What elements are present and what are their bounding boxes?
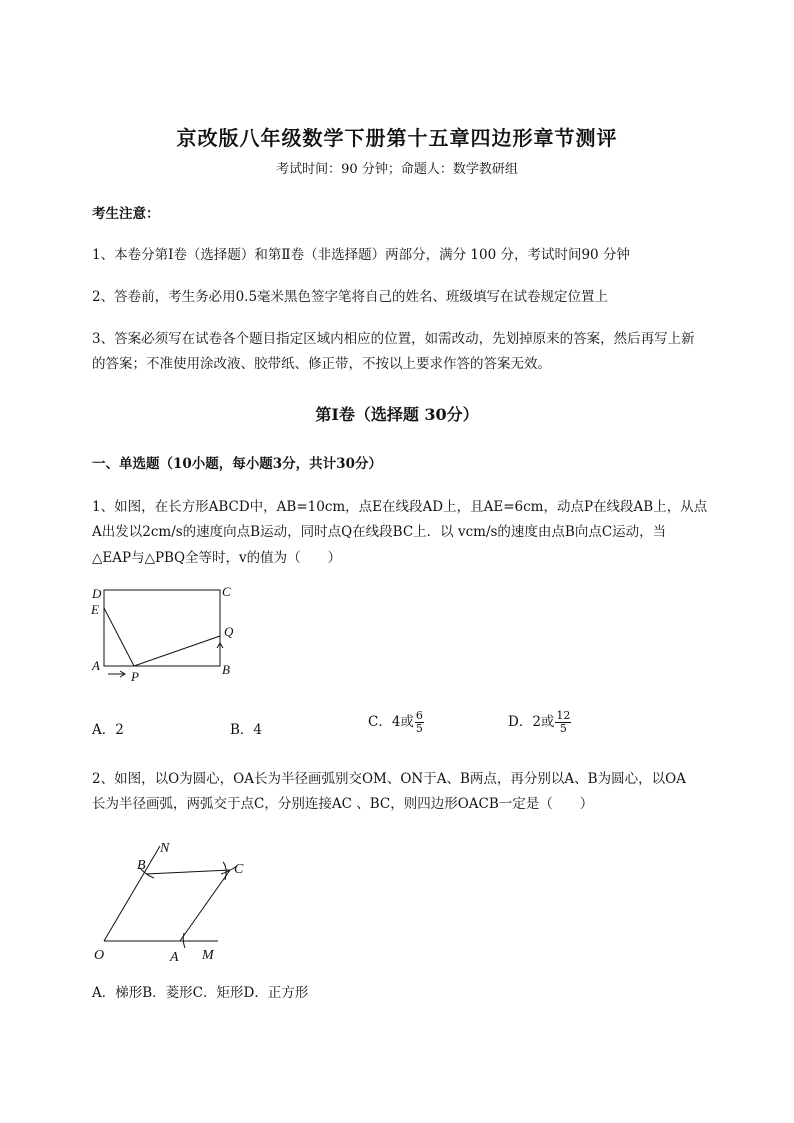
notice-item-1: 1、本卷分第Ⅰ卷（选择题）和第Ⅱ卷（非选择题）两部分，满分 100 分，考试时间90 分钟 — [92, 247, 630, 263]
q1-text-line-2: A出发以2cm/s的速度向点B运动，同时点Q在线段BC上．以 vcm/s的速度由点B向点C运动，当 — [92, 524, 667, 540]
label-a2: A — [170, 950, 179, 965]
label-e: E — [91, 602, 99, 617]
q1-option-c-numerator: 6 — [415, 709, 423, 722]
label-o: O — [94, 948, 105, 963]
section-title: 第Ⅰ卷（选择题 30分） — [315, 405, 479, 424]
notice-item-3-line-1: 3、答案必须写在试卷各个题目指定区域内相应的位置，如需改动，先划掉原来的答案，然后再写上新 — [92, 331, 695, 347]
label-a: A — [92, 658, 100, 673]
q1-option-d-fraction — [555, 710, 571, 735]
rectangle-abcd — [104, 590, 220, 666]
ray-on — [104, 846, 160, 941]
segment-ac — [180, 870, 230, 941]
exam-subtitle: 考试时间：90 分钟；命题人：数学教研组 — [276, 162, 518, 177]
q1-option-c-fraction — [415, 710, 424, 735]
q1-option-c-denominator: 5 — [415, 722, 423, 735]
q1-option-d-numerator: 12 — [556, 709, 571, 722]
notice-heading: 考生注意： — [92, 206, 160, 222]
q1-option-d-denominator: 5 — [559, 722, 567, 735]
label-b: B — [222, 662, 230, 677]
q1-option-c — [368, 710, 424, 735]
notice-item-3-line-2: 的答案；不准使用涂改液、胶带纸、修正带，不按以上要求作答的答案无效。 — [92, 356, 551, 372]
q2-rhombus-figure — [88, 832, 268, 967]
q1-option-c-prefix: C．4或 — [368, 714, 414, 730]
label-c2: C — [234, 862, 244, 877]
q1-text-line-1: 1、如图，在长方形ABCD中，AB=10cm，点E在线段AD上，且AE=6cm，动点P在线段AB上，从点 — [92, 499, 708, 515]
label-b2: B — [137, 858, 146, 873]
label-d: D — [92, 586, 102, 601]
section-heading: 一、单选题（10小题，每小题3分，共计30分） — [92, 456, 382, 472]
q2-options: A．梯形B．菱形C．矩形D．正方形 — [92, 985, 309, 1001]
label-n: N — [160, 841, 170, 856]
label-m: M — [202, 948, 214, 963]
q1-option-d — [508, 710, 571, 735]
q1-text-line-3: △EAP与△PBQ全等时，v的值为（ ） — [92, 550, 342, 566]
q1-rectangle-figure — [88, 580, 248, 684]
q1-option-a: A．2 — [92, 722, 124, 738]
q2-text-line-2: 长为半径画弧，两弧交于点C，分别连接AC 、BC，则四边形OACB一定是（ ） — [92, 796, 594, 812]
segment-bc — [146, 870, 230, 874]
page-title: 京改版八年级数学下册第十五章四边形章节测评 — [176, 126, 618, 150]
q2-text-line-1: 2、如图，以O为圆心，OA长为半径画弧别交OM、ON于A、B两点，再分别以A、B为圆心，以OA — [92, 771, 686, 787]
notice-item-2: 2、答卷前，考生务必用0.5毫米黑色签字笔将自己的姓名、班级填写在试卷规定位置上 — [92, 289, 609, 305]
segments-ep-pq — [104, 608, 220, 666]
q1-option-b: B．4 — [230, 722, 263, 738]
label-c: C — [222, 584, 231, 599]
q1-option-d-prefix: D．2或 — [508, 714, 555, 730]
label-q: Q — [224, 624, 234, 639]
label-p: P — [131, 669, 139, 684]
